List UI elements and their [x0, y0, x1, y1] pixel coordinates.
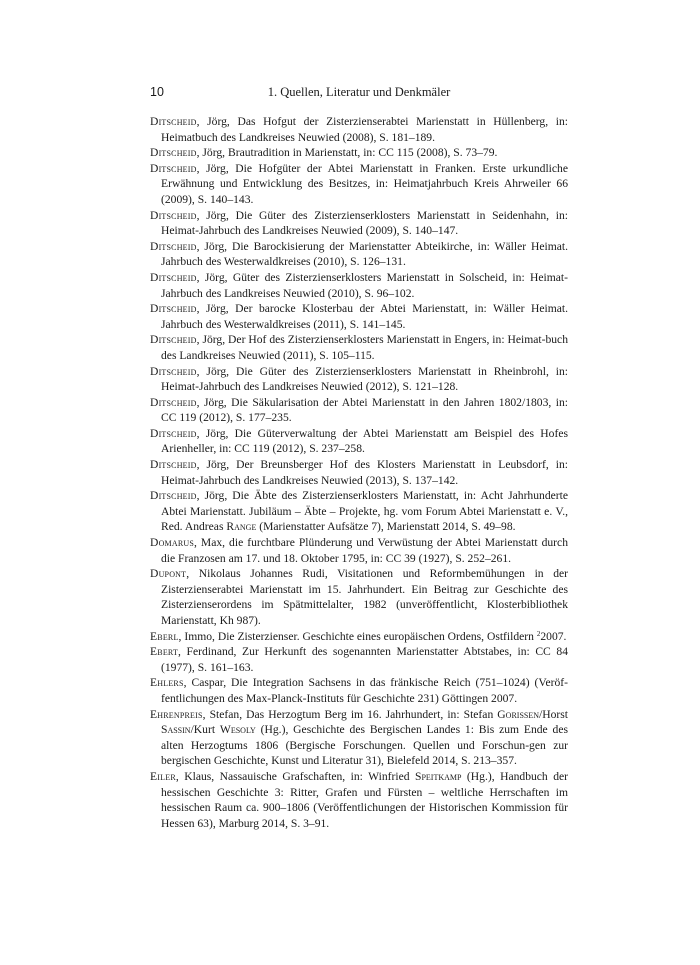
entry-text: (Hg.), Handbuch der hessischen Geschichte 3: Ritter, Grafen und Fürsten – weltliche Herrschaften im hessischen Raum ca. 900–1806 (Veröffentlichungen der Historischen Kommission für Hessen 63), Marburg 2014, S. 3–91. [161, 769, 568, 830]
entry-name: Gorissen [497, 707, 540, 721]
entry-text: /Kurt [190, 723, 220, 737]
entry-text: , Stefan, Das Herzogtum Berg im 16. Jahrhundert, in: Stefan [202, 707, 498, 721]
entry-text: , Nikolaus Johannes Rudi, Visitationen und Reformbemühungen in der Zisterzienserabtei Marienstatt im 15. Jahrhundert. Ein Beitrag zur Geschichte des Zisterzienserordens im Spätmittelalter, 1982 (unveröffentlicht, Klosterbibliothek Marienstatt, Kh 987). [161, 567, 568, 627]
bibliography-entry [150, 208, 568, 239]
entry-author: Domarus [150, 536, 195, 550]
entry-text: , Max, die furchtbare Plünderung und Verwüstung der Abtei Marienstatt durch die Franzosen am 17. und 18. Oktober 1795, in: CC 39 (1927), S. 252–261. [161, 536, 568, 565]
entry-author: Ditscheid [150, 364, 197, 378]
entry-name: Sassin [161, 723, 191, 737]
entry-text: , Klaus, Nassauische Grafschaften, in: Winfried [175, 769, 415, 783]
entry-text: 2007. [540, 629, 567, 643]
entry-author: Eberl [150, 629, 179, 643]
bibliography-entry [150, 332, 568, 363]
entry-author: Ditscheid [150, 426, 197, 440]
entry-text: , Ferdinand, Zur Herkunft des sogenannten Marienstatter Abtstabes, in: CC 84 (1977), S. 161–163. [161, 645, 568, 674]
entry-text: , Jörg, Güter des Zisterzienserklosters Marienstatt in Solscheid, in: Heimat-Jahrbuch des Landkreises Neuwied (2010), S. 96–102. [161, 270, 568, 300]
entry-author: Ditscheid [150, 239, 197, 253]
bibliography-entry [150, 161, 568, 208]
bibliography-entry [150, 566, 568, 628]
bibliography-entry [150, 395, 568, 426]
bibliography-entry [150, 488, 568, 535]
bibliography-entry [150, 535, 568, 566]
bibliography-entry [150, 675, 568, 706]
entry-name: Wesoly [219, 723, 256, 737]
bibliography-entry [150, 769, 568, 831]
bibliography-entry [150, 114, 568, 145]
entry-author: Ditscheid [150, 395, 197, 409]
bibliography-entry [150, 457, 568, 488]
entry-text: , Jörg, Die Säkularisation der Abtei Marienstatt in den Jahren 1802/1803, in: CC 119 (2012), S. 177–235. [161, 395, 568, 425]
entry-text: , Jörg, Der Hof des Zisterzienserklosters Marienstatt in Engers, in: Heimat-buch des Landkreises Neuwied (2011), S. 105–115. [161, 333, 568, 362]
bibliography-entry [150, 426, 568, 457]
bibliography-entry [150, 644, 568, 675]
page-header [150, 84, 568, 100]
bibliography-entry [150, 270, 568, 301]
entry-text: , Jörg, Das Hofgut der Zisterzienserabtei Marienstatt in Hüllenberg, in: Heimatbuch des Landkreises Neuwied (2008), S. 181–189. [161, 115, 568, 144]
entry-text: , Jörg, Der barocke Klosterbau der Abtei Marienstatt, in: Wäller Heimat. Jahrbuch des Westerwaldkreises (2011), S. 141–145. [161, 302, 568, 331]
entry-author: Ditscheid [150, 458, 197, 472]
entry-author: Ehlers [150, 676, 184, 690]
entry-text: (Hg.), Geschichte des Bergischen Landes 1: Bis zum Ende des alten Herzogtums 1806 (Bergische Forschungen. Quellen und Forschun-gen zur bergischen Geschichte, Kunst und Literatur 31), Bielefeld 2014, S. 213–357. [161, 723, 568, 768]
bibliography-entry [150, 301, 568, 332]
entry-text: /Horst [539, 707, 568, 721]
entry-text: , Jörg, Die Hofgüter der Abtei Marienstatt in Franken. Erste urkundliche Erwähnung und Entwicklung des Besitzes, in: Heimatjahrbuch Kreis Ahrweiler 66 (2009), S. 140–143. [161, 161, 568, 206]
bibliography-entry [150, 629, 568, 645]
entry-author: Ditscheid [150, 161, 197, 175]
entry-name: Range [226, 520, 257, 534]
entry-author: Ditscheid [150, 146, 197, 160]
bibliography-list [150, 114, 568, 831]
running-head: 1. Quellen, Literatur und Denkmäler [267, 85, 451, 99]
entry-author: Ditscheid [150, 302, 197, 316]
entry-author: Ehrenpreis [150, 707, 203, 721]
entry-text: , Jörg, Die Äbte des Zisterzienserklosters Marienstatt, in: Acht Jahrhunderte Abtei Marienstatt. Jubiläum – Äbte – Projekte, hg. vom Forum Abtei Marienstatt e. V., Red. Andreas [161, 489, 568, 534]
entry-text: , Jörg, Die Güterverwaltung der Abtei Marienstatt am Beispiel des Hofes Arienheller, in: CC 119 (2012), S. 237–258. [161, 426, 568, 456]
entry-author: Ditscheid [150, 333, 197, 347]
entry-author: Ditscheid [150, 115, 197, 128]
bibliography-entry [150, 364, 568, 395]
entry-author: Ditscheid [150, 489, 197, 503]
entry-text: , Jörg, Die Güter des Zisterzienserklosters Marienstatt in Rheinbrohl, in: Heimat-Jahrbuch des Landkreises Neuwied (2012), S. 121–128. [161, 364, 568, 394]
entry-text: , Jörg, Die Barockisierung der Marienstatter Abteikirche, in: Wäller Heimat. Jahrbuch des Westerwaldkreises (2010), S. 126–131. [161, 239, 568, 269]
entry-author: Ebert [150, 645, 179, 659]
entry-text: , Jörg, Brautradition in Marienstatt, in: CC 115 (2008), S. 73–79. [196, 146, 498, 160]
page-number: 10 [150, 85, 164, 99]
entry-author: Dupont [150, 567, 187, 581]
entry-author: Ditscheid [150, 208, 197, 222]
bibliography-entry [150, 145, 568, 161]
entry-text: (Marienstatter Aufsätze 7), Marienstatt 2014, S. 49–98. [256, 520, 516, 534]
bibliography-entry [150, 239, 568, 270]
entry-edition: 2 [536, 629, 541, 638]
entry-text: , Immo, Die Zisterzienser. Geschichte eines europäischen Ordens, Ostfildern [178, 629, 537, 643]
entry-text: , Jörg, Die Güter des Zisterzienserklosters Marienstatt in Seidenhahn, in: Heimat-Jahrbuch des Landkreises Neuwied (2009), S. 140–147. [161, 208, 568, 238]
entry-name: Speitkamp [415, 769, 462, 783]
bibliography-entry [150, 707, 568, 769]
entry-text: , Jörg, Der Breunsberger Hof des Klosters Marienstatt in Leubsdorf, in: Heimat-Jahrbuch des Landkreises Neuwied (2013), S. 137–142. [161, 458, 568, 487]
entry-author: Eiler [150, 769, 176, 783]
entry-text: , Caspar, Die Integration Sachsens in das fränkische Reich (751–1024) (Veröf-fentlichungen des Max-Planck-Instituts für Geschichte 231) Göttingen 2007. [161, 676, 568, 705]
entry-author: Ditscheid [150, 270, 197, 284]
